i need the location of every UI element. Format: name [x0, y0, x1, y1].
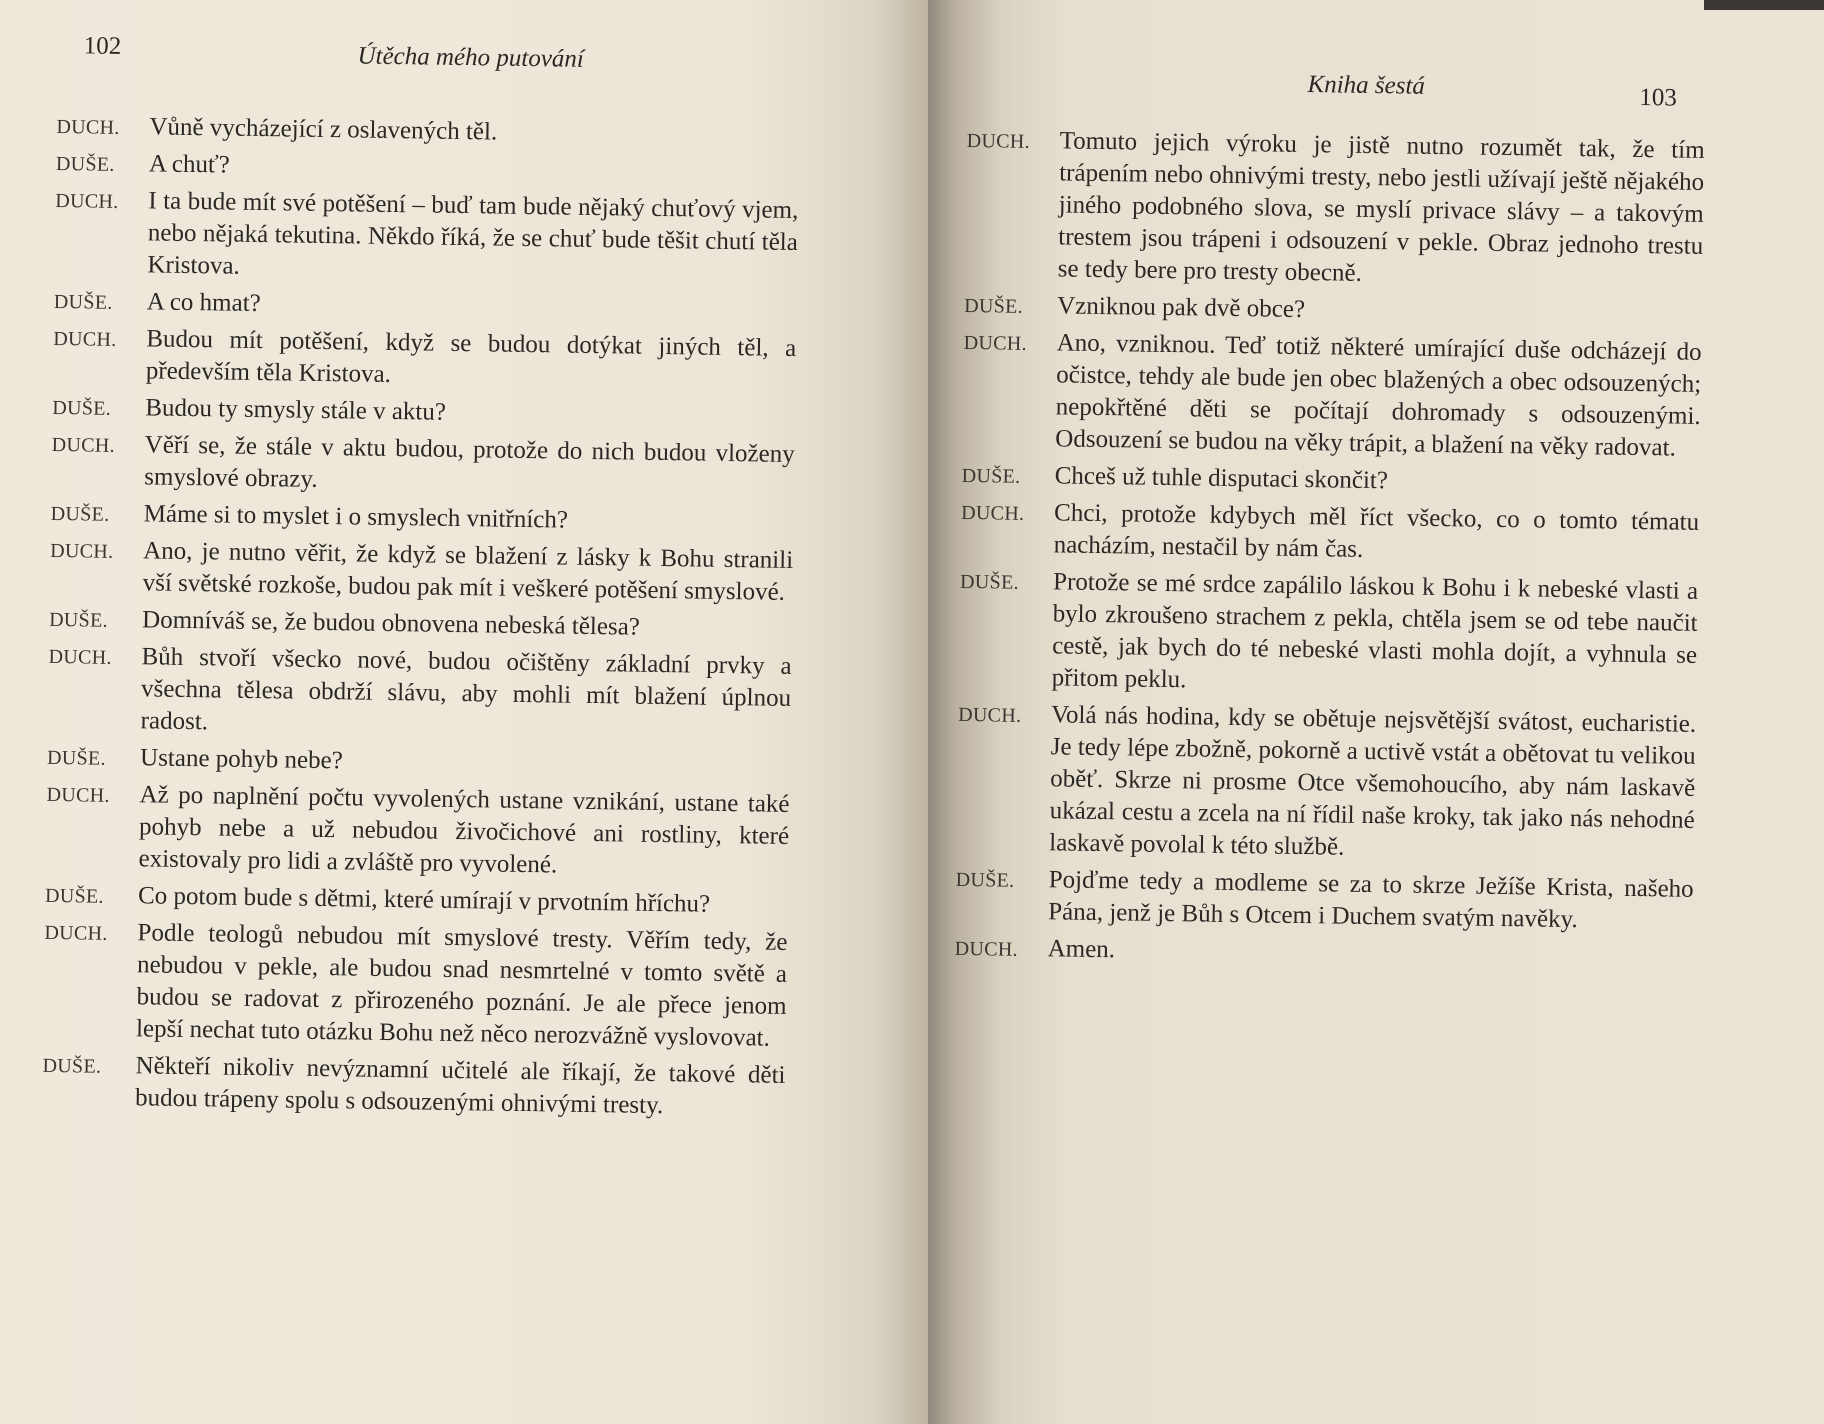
dialogue-text: A co hmat? [146, 288, 261, 318]
speaker-label: DUŠE. [48, 608, 109, 632]
speaker-label: DUŠE. [961, 464, 1021, 488]
speaker-label: DUCH. [966, 129, 1031, 153]
dialogue-text: Věří se, že stále v aktu budou, protože do nich budou vloženy smyslové obrazy. [144, 431, 795, 493]
right-page-header [967, 52, 1768, 136]
dialogue-text: Co potom bude s dětmi, které umírají v prvotním hříchu? [137, 882, 711, 918]
left-page-header [57, 24, 838, 122]
dialogue-entry [962, 326, 1764, 466]
speaker-label: DUŠE. [52, 396, 112, 420]
dialogue-entry [47, 640, 828, 748]
dialogue-text: Někteří nikoliv nevýznamní učitelé ale říkají, že takové děti budou trápeny spolu s odsouzenými ohnivými tresty. [134, 1052, 786, 1120]
dialogue-text: Až po naplnění počtu vyvolených ustane vznikání, ustane také pohyb nebe a už nebudou živočichové ani rostliny, které existovaly pro lidi a zvláště pro vyvolené. [138, 781, 790, 879]
dialogue-text: Domníváš se, že budou obnovena nebeská tělesa? [141, 606, 641, 641]
left-page-content [42, 24, 838, 1129]
speaker-label: DUCH. [958, 703, 1022, 727]
dialogue-text: Tomuto jejich výroku je jistě nutno rozumět tak, že tím trápením nebo ohnivými tresty, nebo jestli užívají ještě nějakého jiného podobného slova, se myslí privace slávy – a takovým trestem jsou trápeni i odsouzení v pekle. Obraz jednoho trestu se tedy bere pro tresty obecně. [1057, 127, 1705, 287]
dialogue-text: Vzniknou pak dvě obce? [1057, 292, 1306, 324]
dialogue-entry [45, 778, 826, 886]
dialogue-text: Budou ty smysly stále v aktu? [145, 394, 447, 426]
right-page [928, 0, 1824, 1424]
dialogue-entry [955, 863, 1756, 939]
dialogue-entry [45, 879, 825, 923]
speaker-label: DUŠE. [955, 868, 1015, 892]
speaker-label: DUCH. [51, 433, 116, 457]
dialogue-entry [52, 391, 832, 435]
dialogue-entry [964, 289, 1764, 333]
speaker-label: DUŠE. [44, 884, 104, 908]
dialogue-text: Amen. [1047, 935, 1116, 964]
speaker-label: DUŠE. [964, 294, 1024, 318]
dialogue-text: Ustane pohyb nebe? [139, 744, 344, 775]
page-number: 103 [1639, 83, 1678, 112]
dialogue-entry [958, 565, 1760, 705]
speaker-label: DUŠE. [42, 1054, 102, 1078]
dialogue-text: Budou mít potěšení, když se budou dotýkat jiných těl, a především těla Kristova. [145, 325, 797, 388]
dialogue-entry [54, 285, 834, 329]
speaker-label: DUCH. [44, 921, 108, 945]
speaker-label: DUŠE. [55, 152, 115, 176]
scan-edge [1704, 0, 1824, 10]
dialogue-entry [54, 184, 835, 292]
speaker-label: DUCH. [53, 327, 117, 351]
dialogue-text: Volá nás hodina, kdy se obětuje nejsvětější svátost, eucharistie. Je tedy lépe zbožně, pokorně a uctivě vstát a obětovat tu velikou oběť. Skrze ni prosme Otce všemohoucího, aby nám laskavě ukázal cestu a zcela na ní řídil naše kroky, tak jako nás nehodné laskavě povolal k této službě. [1049, 701, 1697, 861]
dialogue-entry [51, 428, 832, 504]
dialogue-list [954, 124, 1766, 976]
dialogue-text: Bůh stvoří všecko nové, budou očištěny základní prvky a všechna tělesa obdrží slávu, aby mohli mít blažení úplnou radost. [140, 643, 792, 736]
speaker-label: DUCH. [56, 115, 120, 139]
dialogue-text: Podle teologů nebudou mít smyslové tresty. Věřím tedy, že nebudou v pekle, ale budou snad nesmrtelné v tomto světě a budou se radovat z přirozeného poznání. Je ale přece jenom lepší nechat tuto otázku Bohu než něco nerozvážně vyslovovat. [135, 919, 788, 1052]
dialogue-entry [960, 496, 1761, 572]
dialogue-text: Ano, vzniknou. Teď totiž některé umírající duše odcházejí do očistce, tehdy ale bude jen obec blažených a obec odsouzených; nepokřtěné děti se počítají dohromady s odsouzenými. Odsouzení se budou na věky trápit, a blažení na věky radovat. [1055, 329, 1702, 462]
speaker-label: DUCH. [46, 783, 110, 807]
speaker-label: DUCH. [963, 331, 1028, 355]
running-title: Kniha šestá [1307, 71, 1426, 100]
dialogue-list [42, 110, 837, 1124]
speaker-label: DUCH. [960, 501, 1025, 525]
dialogue-entry [47, 741, 827, 785]
dialogue-text: I ta bude mít své potěšení – buď tam bude nějaký chuťový vjem, nebo nějaká tekutina. Někdo říká, že se chuť bude těšit chutí těla Kristova. [147, 187, 799, 280]
dialogue-text: Protože se mé srdce zapálilo láskou k Bohu i k nebeské vlasti a bylo zkroušeno strachem z pekla, chtěla jsem se od tebe naučit cestě, jak bych do té nebeské vlasti mohla dojít, a vyhnula se přitom peklu. [1051, 568, 1699, 694]
speaker-label: DUCH. [954, 937, 1019, 961]
dialogue-entry [56, 147, 836, 191]
dialogue-text: Pojďme tedy a modleme se za to skrze Ježíše Krista, našeho Pána, jenž je Bůh s Otcem i Duchem svatým navěky. [1048, 866, 1694, 934]
dialogue-entry [961, 459, 1761, 503]
dialogue-entry [49, 534, 830, 610]
speaker-label: DUŠE. [959, 570, 1020, 594]
dialogue-entry [954, 932, 1754, 976]
dialogue-text: Máme si to myslet i o smyslech vnitřních? [143, 500, 569, 534]
dialogue-entry [51, 497, 831, 541]
speaker-label: DUCH. [55, 189, 119, 213]
running-title: Útěcha mého putování [357, 42, 585, 73]
speaker-label: DUŠE. [53, 290, 113, 314]
speaker-label: DUCH. [50, 539, 114, 563]
dialogue-entry [53, 322, 834, 398]
speaker-label: DUŠE. [50, 502, 110, 526]
dialogue-text: Ano, je nutno věřit, že když se blažení z lásky k Bohu stranili vší světské rozkoše, budou pak mít i veškeré potěšení smyslové. [142, 537, 794, 606]
dialogue-entry [965, 124, 1767, 296]
dialogue-text: A chuť? [148, 150, 230, 179]
dialogue-text: Vůně vycházející z oslavených těl. [149, 113, 498, 146]
dialogue-entry [49, 603, 829, 647]
page-number: 102 [83, 32, 122, 60]
speaker-label: DUCH. [48, 645, 112, 669]
dialogue-entry [42, 1049, 823, 1125]
dialogue-entry [956, 698, 1758, 870]
dialogue-text: Chceš už tuhle disputaci skončit? [1054, 462, 1389, 495]
dialogue-entry [43, 916, 825, 1056]
right-page-content [954, 52, 1768, 981]
speaker-label: DUŠE. [46, 746, 107, 770]
dialogue-text: Chci, protože kdybych měl říct všecko, co o tomto tématu nacházím, nestačil by nám čas. [1053, 499, 1700, 563]
